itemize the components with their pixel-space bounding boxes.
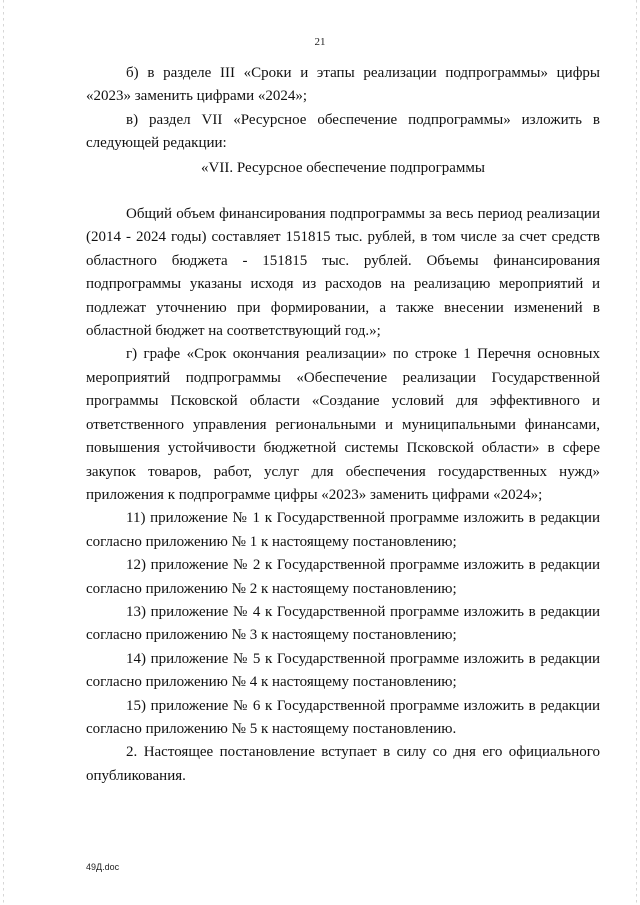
paragraph-section-vii-intro: в) раздел VII «Ресурсное обеспечение подпрограммы» изложить в следующей редакции: — [86, 111, 600, 152]
paragraph-entry-into-force: 2. Настоящее постановление вступает в силу со дня его официального опубликования. — [86, 744, 600, 784]
section-heading-resources: «VII. Ресурсное обеспечение подпрограммы — [201, 159, 485, 176]
list-item-12: 12) приложение № 2 к Государственной программе изложить в редакции согласно приложению № 2 к настоящему постановлению; — [86, 557, 600, 597]
scan-edge-right — [636, 0, 637, 905]
paragraph-deadline-column: г) графе «Срок окончания реализации» по строке 1 Перечня основных мероприятий подпрограммы «Обеспечение реализации Государственной программы Псковской области «Создание условий для эффективного и ответственного управления региональными и муниципальными финансами, повышения устойчивости бюджетной системы Псковской области» в сфере закупок товаров, работ, услуг для обеспечения государственных нужд» приложения к подпрограмме цифры «2023» заменить цифрами «2024»; — [86, 346, 600, 503]
scan-edge-left — [3, 0, 4, 905]
footer-filename: 49Д.doc — [86, 862, 120, 872]
list-item-11: 11) приложение № 1 к Государственной программе изложить в редакции согласно приложению № 1 к настоящему постановлению; — [86, 510, 600, 550]
list-item-14: 14) приложение № 5 к Государственной программе изложить в редакции согласно приложению № 4 к настоящему постановлению; — [86, 650, 600, 691]
paragraph-section-iii-dates: б) в разделе III «Сроки и этапы реализации подпрограммы» цифры «2023» заменить цифрами «2024»; — [86, 65, 600, 105]
list-item-15: 15) приложение № 6 к Государственной программе изложить в редакции согласно приложению № 5 к настоящему постановлению. — [86, 697, 600, 737]
page-number: 21 — [314, 36, 326, 48]
document-body — [86, 62, 600, 788]
list-item-13: 13) приложение № 4 к Государственной программе изложить в редакции согласно приложению № 3 к настоящему постановлению; — [86, 603, 600, 644]
paragraph-funding-volume: Общий объем финансирования подпрограммы за весь период реализации (2014 - 2024 годы) составляет 151815 тыс. рублей, в том числе за счет средств областного бюджета - 151815 тыс. рублей. Объемы финансирования подпрограммы указаны исходя из расходов на реализацию мероприятий и подлежат уточнению при формировании, а также внесении изменений в областной бюджет на соответствующий год.»; — [86, 206, 600, 340]
